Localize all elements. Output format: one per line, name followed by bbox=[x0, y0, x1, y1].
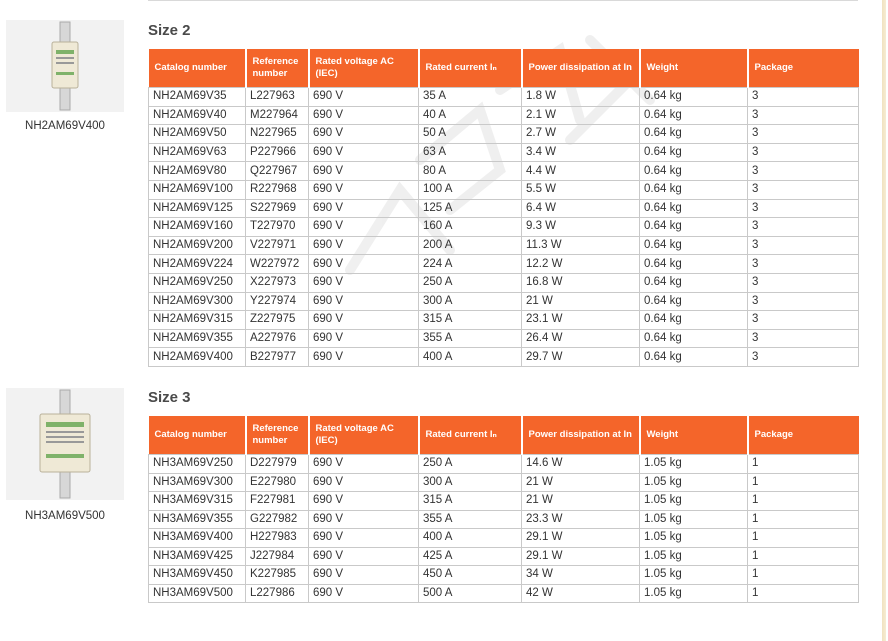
cell-weight: 1.05 kg bbox=[640, 547, 748, 566]
cell-power-dissipation: 34 W bbox=[522, 566, 640, 585]
cell-power-dissipation: 6.4 W bbox=[522, 199, 640, 218]
cell-weight: 0.64 kg bbox=[640, 292, 748, 311]
cell-rated-current: 425 A bbox=[419, 547, 522, 566]
size3-fuse-image bbox=[6, 388, 124, 500]
cell-rated-current: 100 A bbox=[419, 180, 522, 199]
cell-reference-number: X227973 bbox=[246, 273, 309, 292]
cell-reference-number: P227966 bbox=[246, 143, 309, 162]
cell-weight: 0.64 kg bbox=[640, 88, 748, 107]
cell-reference-number: E227980 bbox=[246, 473, 309, 492]
cell-power-dissipation: 11.3 W bbox=[522, 236, 640, 255]
cell-rated-voltage: 690 V bbox=[309, 510, 419, 529]
table-row bbox=[149, 292, 859, 311]
cell-rated-voltage: 690 V bbox=[309, 236, 419, 255]
size2-title: Size 2 bbox=[148, 22, 191, 39]
cell-rated-current: 315 A bbox=[419, 492, 522, 511]
cell-catalog-number: NH3AM69V450 bbox=[149, 566, 246, 585]
cell-rated-voltage: 690 V bbox=[309, 125, 419, 144]
cell-power-dissipation: 14.6 W bbox=[522, 455, 640, 474]
cell-rated-current: 300 A bbox=[419, 292, 522, 311]
col-rated-current: Rated current Iₙ bbox=[419, 49, 522, 88]
col-rated-voltage: Rated voltage AC (IEC) bbox=[309, 49, 419, 88]
cell-package: 3 bbox=[748, 199, 859, 218]
cell-rated-voltage: 690 V bbox=[309, 473, 419, 492]
size2-product bbox=[6, 20, 124, 132]
cell-package: 3 bbox=[748, 88, 859, 107]
cell-rated-current: 400 A bbox=[419, 348, 522, 367]
cell-rated-voltage: 690 V bbox=[309, 180, 419, 199]
cell-weight: 1.05 kg bbox=[640, 473, 748, 492]
cell-package: 3 bbox=[748, 106, 859, 125]
cell-weight: 0.64 kg bbox=[640, 106, 748, 125]
cell-power-dissipation: 23.3 W bbox=[522, 510, 640, 529]
cell-catalog-number: NH3AM69V300 bbox=[149, 473, 246, 492]
table-row bbox=[149, 348, 859, 367]
cell-package: 1 bbox=[748, 455, 859, 474]
size3-table-body bbox=[149, 455, 859, 603]
table-row bbox=[149, 162, 859, 181]
cell-rated-current: 400 A bbox=[419, 529, 522, 548]
table-row bbox=[149, 218, 859, 237]
cell-power-dissipation: 1.8 W bbox=[522, 88, 640, 107]
cell-reference-number: M227964 bbox=[246, 106, 309, 125]
cell-rated-current: 315 A bbox=[419, 311, 522, 330]
table-row bbox=[149, 311, 859, 330]
col-catalog-number: Catalog number bbox=[149, 416, 246, 455]
table-row bbox=[149, 106, 859, 125]
cell-rated-voltage: 690 V bbox=[309, 143, 419, 162]
cell-rated-voltage: 690 V bbox=[309, 106, 419, 125]
size3-table bbox=[148, 416, 859, 603]
cell-catalog-number: NH2AM69V40 bbox=[149, 106, 246, 125]
table-row bbox=[149, 510, 859, 529]
cell-reference-number: F227981 bbox=[246, 492, 309, 511]
cell-rated-voltage: 690 V bbox=[309, 547, 419, 566]
cell-rated-current: 40 A bbox=[419, 106, 522, 125]
cell-reference-number: K227985 bbox=[246, 566, 309, 585]
cell-catalog-number: NH2AM69V200 bbox=[149, 236, 246, 255]
col-power-dissipation: Power dissipation at In bbox=[522, 49, 640, 88]
cell-power-dissipation: 2.1 W bbox=[522, 106, 640, 125]
cell-power-dissipation: 23.1 W bbox=[522, 311, 640, 330]
cell-weight: 0.64 kg bbox=[640, 348, 748, 367]
cell-weight: 1.05 kg bbox=[640, 510, 748, 529]
cell-rated-voltage: 690 V bbox=[309, 455, 419, 474]
table-row bbox=[149, 199, 859, 218]
cell-rated-current: 200 A bbox=[419, 236, 522, 255]
cell-catalog-number: NH2AM69V80 bbox=[149, 162, 246, 181]
size3-product bbox=[6, 388, 124, 522]
cell-package: 3 bbox=[748, 292, 859, 311]
cell-weight: 1.05 kg bbox=[640, 566, 748, 585]
cell-package: 3 bbox=[748, 143, 859, 162]
table-row bbox=[149, 329, 859, 348]
table-row bbox=[149, 455, 859, 474]
table-row bbox=[149, 547, 859, 566]
table-header-row bbox=[149, 416, 859, 455]
cell-rated-current: 500 A bbox=[419, 584, 522, 603]
cell-catalog-number: NH2AM69V224 bbox=[149, 255, 246, 274]
cell-package: 1 bbox=[748, 529, 859, 548]
cell-package: 3 bbox=[748, 348, 859, 367]
table-row bbox=[149, 236, 859, 255]
cell-power-dissipation: 9.3 W bbox=[522, 218, 640, 237]
cell-catalog-number: NH3AM69V425 bbox=[149, 547, 246, 566]
cell-package: 1 bbox=[748, 584, 859, 603]
cell-catalog-number: NH3AM69V500 bbox=[149, 584, 246, 603]
cell-catalog-number: NH3AM69V315 bbox=[149, 492, 246, 511]
cell-reference-number: H227983 bbox=[246, 529, 309, 548]
cell-rated-current: 224 A bbox=[419, 255, 522, 274]
cell-weight: 0.64 kg bbox=[640, 273, 748, 292]
table-row bbox=[149, 143, 859, 162]
cell-reference-number: J227984 bbox=[246, 547, 309, 566]
cell-weight: 1.05 kg bbox=[640, 584, 748, 603]
cell-power-dissipation: 3.4 W bbox=[522, 143, 640, 162]
cell-weight: 0.64 kg bbox=[640, 236, 748, 255]
cell-catalog-number: NH2AM69V355 bbox=[149, 329, 246, 348]
cell-rated-voltage: 690 V bbox=[309, 348, 419, 367]
cell-weight: 0.64 kg bbox=[640, 143, 748, 162]
table-row bbox=[149, 255, 859, 274]
cell-catalog-number: NH2AM69V50 bbox=[149, 125, 246, 144]
col-package: Package bbox=[748, 416, 859, 455]
table-row bbox=[149, 566, 859, 585]
cell-rated-current: 80 A bbox=[419, 162, 522, 181]
cell-reference-number: Y227974 bbox=[246, 292, 309, 311]
size2-fuse-image bbox=[6, 20, 124, 112]
table-row bbox=[149, 473, 859, 492]
cell-reference-number: D227979 bbox=[246, 455, 309, 474]
cell-power-dissipation: 29.1 W bbox=[522, 547, 640, 566]
cell-weight: 1.05 kg bbox=[640, 455, 748, 474]
cell-rated-voltage: 690 V bbox=[309, 566, 419, 585]
table-row bbox=[149, 180, 859, 199]
fuse-nh2-icon bbox=[6, 20, 124, 112]
cell-rated-current: 250 A bbox=[419, 455, 522, 474]
top-divider bbox=[148, 0, 858, 1]
cell-rated-voltage: 690 V bbox=[309, 199, 419, 218]
cell-package: 3 bbox=[748, 218, 859, 237]
cell-package: 3 bbox=[748, 329, 859, 348]
cell-reference-number: G227982 bbox=[246, 510, 309, 529]
cell-reference-number: L227986 bbox=[246, 584, 309, 603]
cell-catalog-number: NH2AM69V315 bbox=[149, 311, 246, 330]
cell-weight: 0.64 kg bbox=[640, 311, 748, 330]
cell-catalog-number: NH2AM69V400 bbox=[149, 348, 246, 367]
cell-power-dissipation: 16.8 W bbox=[522, 273, 640, 292]
cell-catalog-number: NH2AM69V100 bbox=[149, 180, 246, 199]
cell-catalog-number: NH2AM69V63 bbox=[149, 143, 246, 162]
col-catalog-number: Catalog number bbox=[149, 49, 246, 88]
col-package: Package bbox=[748, 49, 859, 88]
cell-rated-current: 250 A bbox=[419, 273, 522, 292]
col-weight: Weight bbox=[640, 49, 748, 88]
col-reference-number: Reference number bbox=[246, 49, 309, 88]
cell-power-dissipation: 12.2 W bbox=[522, 255, 640, 274]
cell-catalog-number: NH2AM69V160 bbox=[149, 218, 246, 237]
cell-weight: 0.64 kg bbox=[640, 180, 748, 199]
cell-rated-current: 355 A bbox=[419, 329, 522, 348]
cell-power-dissipation: 5.5 W bbox=[522, 180, 640, 199]
page-edge bbox=[876, 0, 886, 641]
cell-power-dissipation: 26.4 W bbox=[522, 329, 640, 348]
cell-rated-voltage: 690 V bbox=[309, 329, 419, 348]
cell-rated-voltage: 690 V bbox=[309, 273, 419, 292]
cell-package: 1 bbox=[748, 547, 859, 566]
table-row bbox=[149, 529, 859, 548]
cell-power-dissipation: 29.1 W bbox=[522, 529, 640, 548]
cell-rated-voltage: 690 V bbox=[309, 255, 419, 274]
cell-power-dissipation: 21 W bbox=[522, 473, 640, 492]
cell-rated-voltage: 690 V bbox=[309, 162, 419, 181]
cell-weight: 0.64 kg bbox=[640, 329, 748, 348]
cell-catalog-number: NH2AM69V300 bbox=[149, 292, 246, 311]
cell-package: 1 bbox=[748, 473, 859, 492]
cell-package: 3 bbox=[748, 180, 859, 199]
fuse-nh3-icon bbox=[6, 388, 124, 500]
cell-weight: 1.05 kg bbox=[640, 492, 748, 511]
cell-package: 3 bbox=[748, 273, 859, 292]
cell-catalog-number: NH2AM69V35 bbox=[149, 88, 246, 107]
cell-rated-current: 50 A bbox=[419, 125, 522, 144]
col-weight: Weight bbox=[640, 416, 748, 455]
cell-reference-number: Q227967 bbox=[246, 162, 309, 181]
cell-power-dissipation: 2.7 W bbox=[522, 125, 640, 144]
cell-rated-current: 450 A bbox=[419, 566, 522, 585]
table-row bbox=[149, 88, 859, 107]
table-header-row bbox=[149, 49, 859, 88]
cell-package: 3 bbox=[748, 255, 859, 274]
size2-table bbox=[148, 49, 859, 367]
cell-reference-number: R227968 bbox=[246, 180, 309, 199]
col-power-dissipation: Power dissipation at In bbox=[522, 416, 640, 455]
cell-weight: 0.64 kg bbox=[640, 255, 748, 274]
cell-rated-voltage: 690 V bbox=[309, 292, 419, 311]
cell-package: 1 bbox=[748, 492, 859, 511]
cell-power-dissipation: 21 W bbox=[522, 292, 640, 311]
cell-power-dissipation: 42 W bbox=[522, 584, 640, 603]
cell-package: 3 bbox=[748, 311, 859, 330]
cell-rated-current: 160 A bbox=[419, 218, 522, 237]
cell-rated-voltage: 690 V bbox=[309, 584, 419, 603]
cell-weight: 0.64 kg bbox=[640, 125, 748, 144]
cell-power-dissipation: 4.4 W bbox=[522, 162, 640, 181]
cell-catalog-number: NH3AM69V250 bbox=[149, 455, 246, 474]
cell-catalog-number: NH2AM69V250 bbox=[149, 273, 246, 292]
cell-rated-current: 35 A bbox=[419, 88, 522, 107]
cell-weight: 1.05 kg bbox=[640, 529, 748, 548]
cell-reference-number: V227971 bbox=[246, 236, 309, 255]
cell-rated-current: 355 A bbox=[419, 510, 522, 529]
size3-title: Size 3 bbox=[148, 389, 191, 406]
cell-weight: 0.64 kg bbox=[640, 162, 748, 181]
cell-rated-voltage: 690 V bbox=[309, 529, 419, 548]
size3-caption: NH3AM69V500 bbox=[25, 510, 105, 522]
cell-catalog-number: NH3AM69V355 bbox=[149, 510, 246, 529]
cell-rated-voltage: 690 V bbox=[309, 88, 419, 107]
cell-rated-current: 300 A bbox=[419, 473, 522, 492]
cell-package: 1 bbox=[748, 510, 859, 529]
cell-rated-current: 125 A bbox=[419, 199, 522, 218]
size2-table-body bbox=[149, 88, 859, 367]
cell-reference-number: N227965 bbox=[246, 125, 309, 144]
col-reference-number: Reference number bbox=[246, 416, 309, 455]
cell-package: 3 bbox=[748, 162, 859, 181]
table-row bbox=[149, 584, 859, 603]
cell-reference-number: L227963 bbox=[246, 88, 309, 107]
cell-reference-number: W227972 bbox=[246, 255, 309, 274]
col-rated-current: Rated current Iₙ bbox=[419, 416, 522, 455]
cell-weight: 0.64 kg bbox=[640, 218, 748, 237]
cell-reference-number: S227969 bbox=[246, 199, 309, 218]
cell-reference-number: Z227975 bbox=[246, 311, 309, 330]
table-row bbox=[149, 492, 859, 511]
cell-rated-current: 63 A bbox=[419, 143, 522, 162]
size2-caption: NH2AM69V400 bbox=[25, 120, 105, 132]
cell-package: 3 bbox=[748, 125, 859, 144]
cell-power-dissipation: 21 W bbox=[522, 492, 640, 511]
table-row bbox=[149, 125, 859, 144]
cell-reference-number: A227976 bbox=[246, 329, 309, 348]
cell-package: 3 bbox=[748, 236, 859, 255]
cell-reference-number: T227970 bbox=[246, 218, 309, 237]
cell-package: 1 bbox=[748, 566, 859, 585]
cell-catalog-number: NH3AM69V400 bbox=[149, 529, 246, 548]
cell-power-dissipation: 29.7 W bbox=[522, 348, 640, 367]
cell-reference-number: B227977 bbox=[246, 348, 309, 367]
table-row bbox=[149, 273, 859, 292]
cell-rated-voltage: 690 V bbox=[309, 311, 419, 330]
col-rated-voltage: Rated voltage AC (IEC) bbox=[309, 416, 419, 455]
cell-rated-voltage: 690 V bbox=[309, 218, 419, 237]
cell-rated-voltage: 690 V bbox=[309, 492, 419, 511]
cell-weight: 0.64 kg bbox=[640, 199, 748, 218]
cell-catalog-number: NH2AM69V125 bbox=[149, 199, 246, 218]
